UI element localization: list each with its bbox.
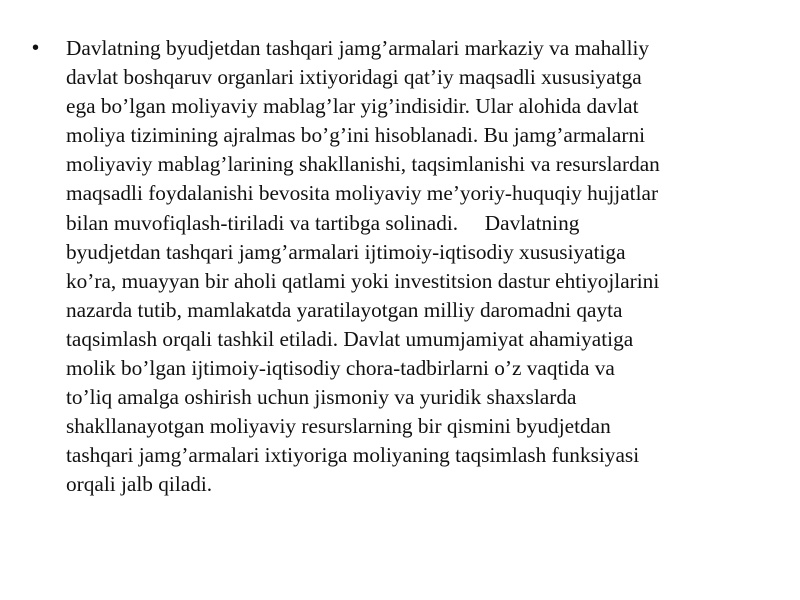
paragraph-line: moliya tizimining ajralmas bo’g’ini hisoblanadi. Bu jamg’armalarni (66, 123, 646, 148)
paragraph-line: maqsadli foydalanishi bevosita moliyaviy me’yoriy-huquqiy hujjatlar (66, 181, 659, 206)
paragraph-line: shakllanayotgan moliyaviy resurslarning bir qismini byudjetdan (66, 414, 611, 439)
paragraph-line: byudjetdan tashqari jamg’armalari ijtimoiy-iqtisodiy xususiyatiga (66, 239, 626, 264)
bullet-paragraph (66, 34, 760, 500)
bullet-list (30, 34, 760, 500)
paragraph-line: nazarda tutib, mamlakatda yaratilayotgan milliy daromadni qayta (66, 297, 623, 322)
paragraph-line: taqsimlash orqali tashkil etiladi. Davlat umumjamiyat ahamiyatiga (66, 326, 634, 351)
paragraph-line: moliyaviy mablag’larining shakllanishi, taqsimlanishi va resurslardan (66, 152, 660, 177)
bullet-item (30, 34, 760, 500)
paragraph-line: molik bo’lgan ijtimoiy-iqtisodiy chora-tadbirlarni o’z vaqtida va (66, 356, 615, 381)
paragraph-line: davlat boshqaruv organlari ixtiyoridagi qat’iy maqsadli xususiyatga (66, 65, 642, 90)
paragraph-line: ega bo’lgan moliyaviy mablag’lar yig’indisidir. Ular alohida davlat (66, 94, 639, 119)
paragraph-line: to’liq amalga oshirish uchun jismoniy va yuridik shaxslarda (66, 385, 577, 410)
paragraph-line: bilan muvofiqlash-tiriladi va tartibga solinadi. Davlatning (66, 210, 580, 235)
paragraph-line: orqali jalb qiladi. (66, 472, 213, 497)
bullet-icon: • (32, 37, 40, 59)
paragraph-line: Davlatning byudjetdan tashqari jamg’armalari markaziy va mahalliy (66, 36, 650, 60)
paragraph-line: tashqari jamg’armalari ixtiyoriga moliyaning taqsimlash funksiyasi (66, 443, 640, 468)
paragraph-line: ko’ra, muayyan bir aholi qatlami yoki investitsion dastur ehtiyojlarini (66, 268, 660, 293)
